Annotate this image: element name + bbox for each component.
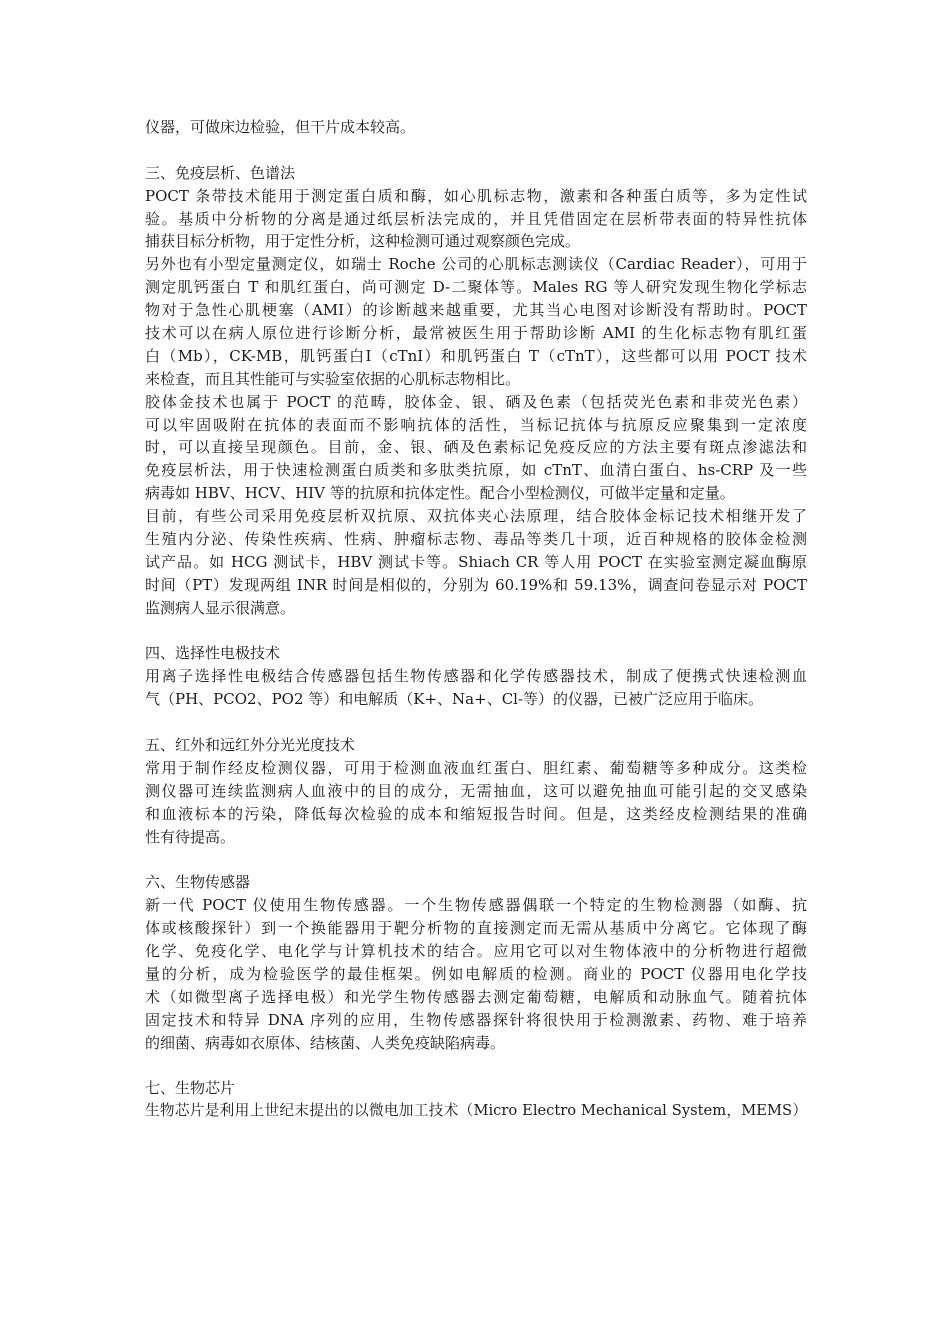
section-heading: 三、免疫层析、色谱法 (145, 163, 296, 182)
paragraph-line: 来检查，而且其性能可与实验室依据的心肌标志物相比。 (145, 369, 521, 388)
section-heading: 五、红外和远红外分光光度技术 (145, 736, 356, 755)
paragraph-line: 病毒如 HBV、HCV、HIV 等的抗原和抗体定性。配合小型检测仪，可做半定量和定量。 (145, 484, 735, 503)
paragraph-line: 和血液标本的污染，降低每次检验的成本和缩短报告时间。但是，这类经皮检测结果的准确 (145, 804, 807, 823)
paragraph-line: 技术可以在病人原位进行诊断分析，最常被医生用于帮助诊断 AMI 的生化标志物有肌红蛋 (145, 324, 807, 343)
paragraph-gap (145, 849, 807, 872)
paragraph-line: 用离子选择性电极结合传感器包括生物传感器和化学传感器技术，制成了便携式快速检测血 (145, 667, 807, 686)
paragraph-line: 的细菌、病毒如衣原体、结核菌、人类免疫缺陷病毒。 (145, 1033, 506, 1052)
paragraph-line: 白（Mb），CK-MB，肌钙蛋白Ⅰ（cTnI）和肌钙蛋白 T（cTnT），这些都可以用 POCT 技术 (145, 346, 807, 365)
paragraph-line: 捕获目标分析物，用于定性分析，这种检测可通过观察颜色完成。 (145, 232, 581, 251)
paragraph-line: 目前，有些公司采用免疫层析双抗原、双抗体夹心法原理，结合胶体金标记技术相继开发了 (145, 507, 807, 526)
paragraph-line: 测定肌钙蛋白 T 和肌红蛋白，尚可测定 D-二聚体等。Males RG 等人研究发现生物化学标志 (145, 278, 807, 297)
paragraph-line: 新一代 POCT 仪使用生物传感器。一个生物传感器偶联一个特定的生物检测器（如酶、抗 (145, 896, 807, 915)
paragraph-line: 试产品。如 HCG 测试卡，HBV 测试卡等。Shiach CR 等人用 POCT 在实验室测定凝血酶原 (145, 552, 807, 571)
paragraph-gap (145, 139, 807, 162)
paragraph-line: 时，可以直接呈现颜色。目前，金、银、硒及色素标记免疫反应的方法主要有斑点渗滤法和 (145, 438, 807, 457)
section-heading: 七、生物芯片 (145, 1079, 236, 1098)
paragraph-line: 另外也有小型定量测定仪，如瑞士 Roche 公司的心肌标志测读仪（Cardiac Reader），可用于 (145, 255, 807, 274)
document-page (145, 116, 807, 1123)
paragraph-line: 常用于制作经皮检测仪器，可用于检测血液血红蛋白、胆红素、葡萄糖等多种成分。这类检 (145, 758, 807, 777)
paragraph-line: 术（如微型离子选择电极）和光学生物传感器去测定葡萄糖，电解质和动脉血气。随着抗体 (145, 987, 807, 1006)
paragraph-line: 时间（PT）发现两组 INR 时间是相似的，分别为 60.19%和 59.13%，调查问卷显示对 POCT (145, 575, 807, 594)
paragraph-line: 监测病人显示很满意。 (145, 598, 296, 617)
paragraph-gap (145, 1055, 807, 1078)
paragraph-line: 验。基质中分析物的分离是通过纸层析法完成的，并且凭借固定在层析带表面的特异性抗体 (145, 209, 807, 228)
paragraph-line: 物对于急性心肌梗塞（AMI）的诊断越来越重要，尤其当心电图对诊断没有帮助时。POCT (145, 301, 807, 320)
paragraph-line: 胶体金技术也属于 POCT 的范畴，胶体金、银、硒及色素（包括荧光色素和非荧光色素） (145, 392, 807, 411)
paragraph-line: 量的分析，成为检验医学的最佳框架。例如电解质的检测。商业的 POCT 仪器用电化学技 (145, 964, 807, 983)
paragraph-line: 生物芯片是利用上世纪末提出的以微电加工技术（Micro Electro Mechanical System，MEMS） (145, 1102, 807, 1120)
paragraph-line: 化学、免疫化学、电化学与计算机技术的结合。应用它可以对生物体液中的分析物进行超微 (145, 942, 807, 961)
paragraph-line: 测仪器可连续监测病人血液中的目的成分，无需抽血，这可以避免抽血可能引起的交叉感染 (145, 781, 807, 800)
paragraph-gap (145, 620, 807, 643)
paragraph-line: 仪器，可做床边检验，但干片成本较高。 (145, 118, 416, 136)
paragraph-line: 体或核酸探针）到一个换能器用于靶分析物的直接测定而无需从基质中分离它。它体现了酶 (145, 919, 807, 938)
section-heading: 四、选择性电极技术 (145, 644, 281, 663)
section-heading: 六、生物传感器 (145, 873, 251, 892)
paragraph-line: 固定技术和特异 DNA 序列的应用，生物传感器探针将很快用于检测激素、药物、难于培养 (145, 1010, 807, 1029)
paragraph-line: 生殖内分泌、传染性疾病、性病、肿瘤标志物、毒品等类几十项，近百种规格的胶体金检测 (145, 530, 807, 549)
paragraph-gap (145, 711, 807, 734)
paragraph-line: 性有待提高。 (145, 827, 236, 846)
paragraph-line: POCT 条带技术能用于测定蛋白质和酶，如心肌标志物，激素和各种蛋白质等，多为定性试 (145, 186, 807, 205)
paragraph-line: 气（PH、PCO2、PO2 等）和电解质（K+、Na+、Cl-等）的仪器，已被广泛应用于临床。 (145, 690, 764, 709)
paragraph-line: 可以牢固吸附在抗体的表面而不影响抗体的活性，当标记抗体与抗原反应聚集到一定浓度 (145, 415, 807, 434)
paragraph-line: 免疫层析法，用于快速检测蛋白质类和多肽类抗原，如 cTnT、血清白蛋白、hs-CRP 及一些 (145, 461, 807, 480)
